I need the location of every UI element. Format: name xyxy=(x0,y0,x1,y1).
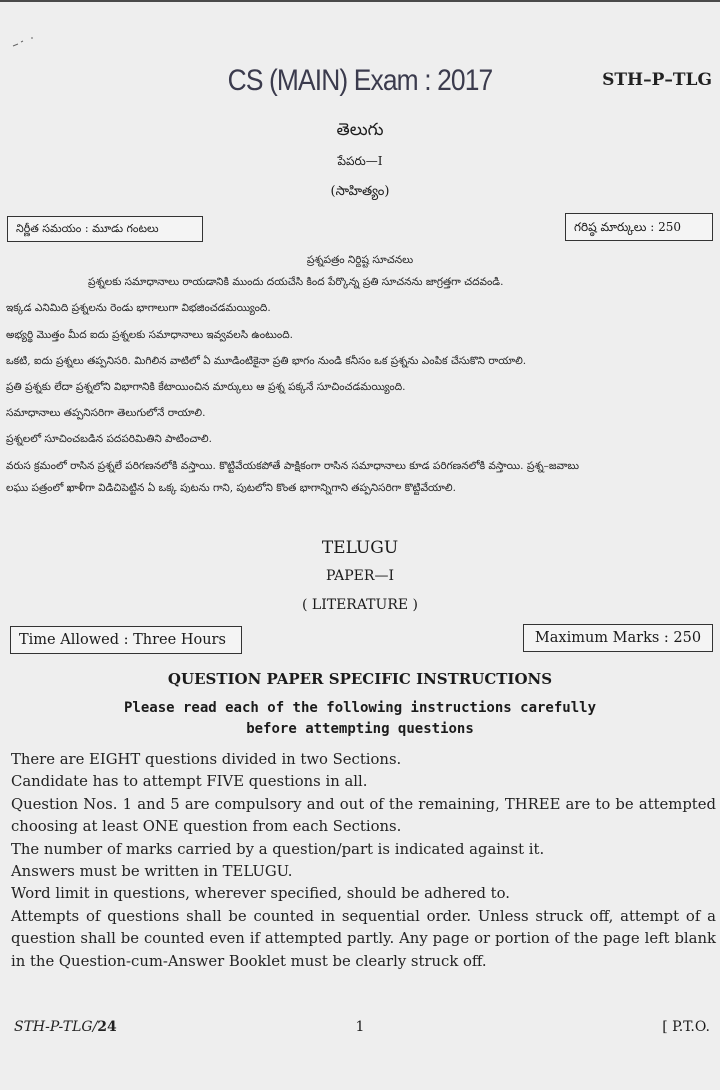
instruction-item: Candidate has to attempt FIVE questions in all. xyxy=(11,773,368,791)
telugu-instruction-item: ఇక్కడ ఎనిమిది ప్రశ్నలను రెండు భాగాలుగా విభజించడమయ్యింది. xyxy=(6,302,271,315)
scan-mark xyxy=(12,36,34,48)
time-allowed-box: Time Allowed : Three Hours xyxy=(10,626,242,654)
english-subject: ( LITERATURE ) xyxy=(302,597,418,613)
footer-code-text: STH-P-TLG/ xyxy=(14,1019,98,1035)
please-turn-over: [ P.T.O. xyxy=(662,1019,710,1035)
telugu-instructions-intro: ప్రశ్నలకు సమాధానాలు రాయడానికి ముందు దయచేసి కింద పేర్కొన్న ప్రతి సూచనను జాగ్రత్తగా చదవండి. xyxy=(88,276,504,289)
instruction-item: There are EIGHT questions divided in two Sections. xyxy=(11,751,402,768)
read-instructions-line-1: Please read each of the following instructions carefully xyxy=(123,700,596,716)
english-instructions xyxy=(11,749,716,973)
telugu-instruction-item: ప్రశ్నలలో సూచించబడిన పదపరిమితిని పాటించాలి. xyxy=(6,433,212,446)
instruction-item: Word limit in questions, wherever specified, should be adhered to. xyxy=(11,885,510,903)
telugu-paper-number: పేపరు—I xyxy=(337,154,383,168)
english-title: TELUGU xyxy=(321,538,399,558)
telugu-time-allowed-box: నిర్ణీత సమయం : మూడు గంటలు xyxy=(7,216,203,242)
telugu-subject: (సాహిత్యం) xyxy=(330,184,390,199)
instruction-item: Question Nos. 1 and 5 are compulsory and out of the remaining, THREE are to be attempted choosing at least ONE question from each Sections. xyxy=(11,795,716,836)
page-number: 1 xyxy=(355,1019,365,1035)
instructions-heading: QUESTION PAPER SPECIFIC INSTRUCTIONS xyxy=(167,670,553,688)
telugu-instructions-heading: ప్రశ్నపత్రం నిర్దిష్ట సూచనలు xyxy=(306,254,414,266)
exam-title: CS (MAIN) Exam : 2017 xyxy=(227,64,493,97)
telugu-instructions xyxy=(6,249,714,499)
telugu-instruction-item: వరుస క్రమంలో రాసిన ప్రశ్నలే పరిగణనలోకి వస్తాయి. కొట్టివేయకపోతే పాక్షికంగా రాసిన సమాధానాలు కూడ పరిగణనలోకి వస్తాయి. ప్రశ్న–జవాబు xyxy=(6,459,580,472)
read-instructions-line-2: before attempting questions xyxy=(246,721,474,737)
telugu-instruction-item: లఘు పత్రంలో ఖాళీగా విడిచిపెట్టిన ఏ ఒక్క పుటను గాని, పుటలోని కొంత భాగాన్నిగాని తప్పనిసరిగా కొట్టివేయాలి. xyxy=(6,481,456,494)
instruction-item: Attempts of questions shall be counted in sequential order. Unless struck off, attempt of a question shall be counted even if attempted partly. Any page or portion of the page left blank in the Question-cum-Answer Booklet must be clearly struck off. xyxy=(11,907,716,970)
instruction-item: Answers must be written in TELUGU. xyxy=(11,863,293,881)
telugu-max-marks-box: గరిష్ఠ మార్కులు : 250 xyxy=(565,213,713,241)
footer-code-number: 24 xyxy=(97,1019,117,1035)
telugu-instruction-item: సమాధానాలు తప్పనిసరిగా తెలుగులోనే రాయాలి. xyxy=(6,407,206,420)
max-marks-box: Maximum Marks : 250 xyxy=(523,624,713,652)
instruction-item: The number of marks carried by a question/part is indicated against it. xyxy=(11,840,545,858)
telugu-title: తెలుగు xyxy=(336,120,384,140)
paper-code: STH–P–TLG xyxy=(602,70,712,90)
telugu-instruction-item: ప్రతి ప్రశ్నకు లేదా ప్రశ్నలోని విభాగానికి కేటాయించిన మార్కులు ఆ ప్రశ్న పక్కనే సూచించడమయ్యింది. xyxy=(6,381,406,394)
top-border xyxy=(0,0,720,2)
telugu-instruction-item: అభ్యర్థి మొత్తం మీద ఐదు ప్రశ్నలకు సమాధానాలు ఇవ్వవలసి ఉంటుంది. xyxy=(6,328,293,341)
english-paper-number: PAPER—I xyxy=(326,568,394,584)
telugu-instruction-item: ఒకటి, ఐదు ప్రశ్నలు తప్పనిసరి. మిగిలిన వాటిలో ఏ మూడింటికైనా ప్రతి భాగం నుండి కనీసం ఒక ప్రశ్నను ఎంపిక చేసుకొని రాయాలి. xyxy=(6,354,527,367)
